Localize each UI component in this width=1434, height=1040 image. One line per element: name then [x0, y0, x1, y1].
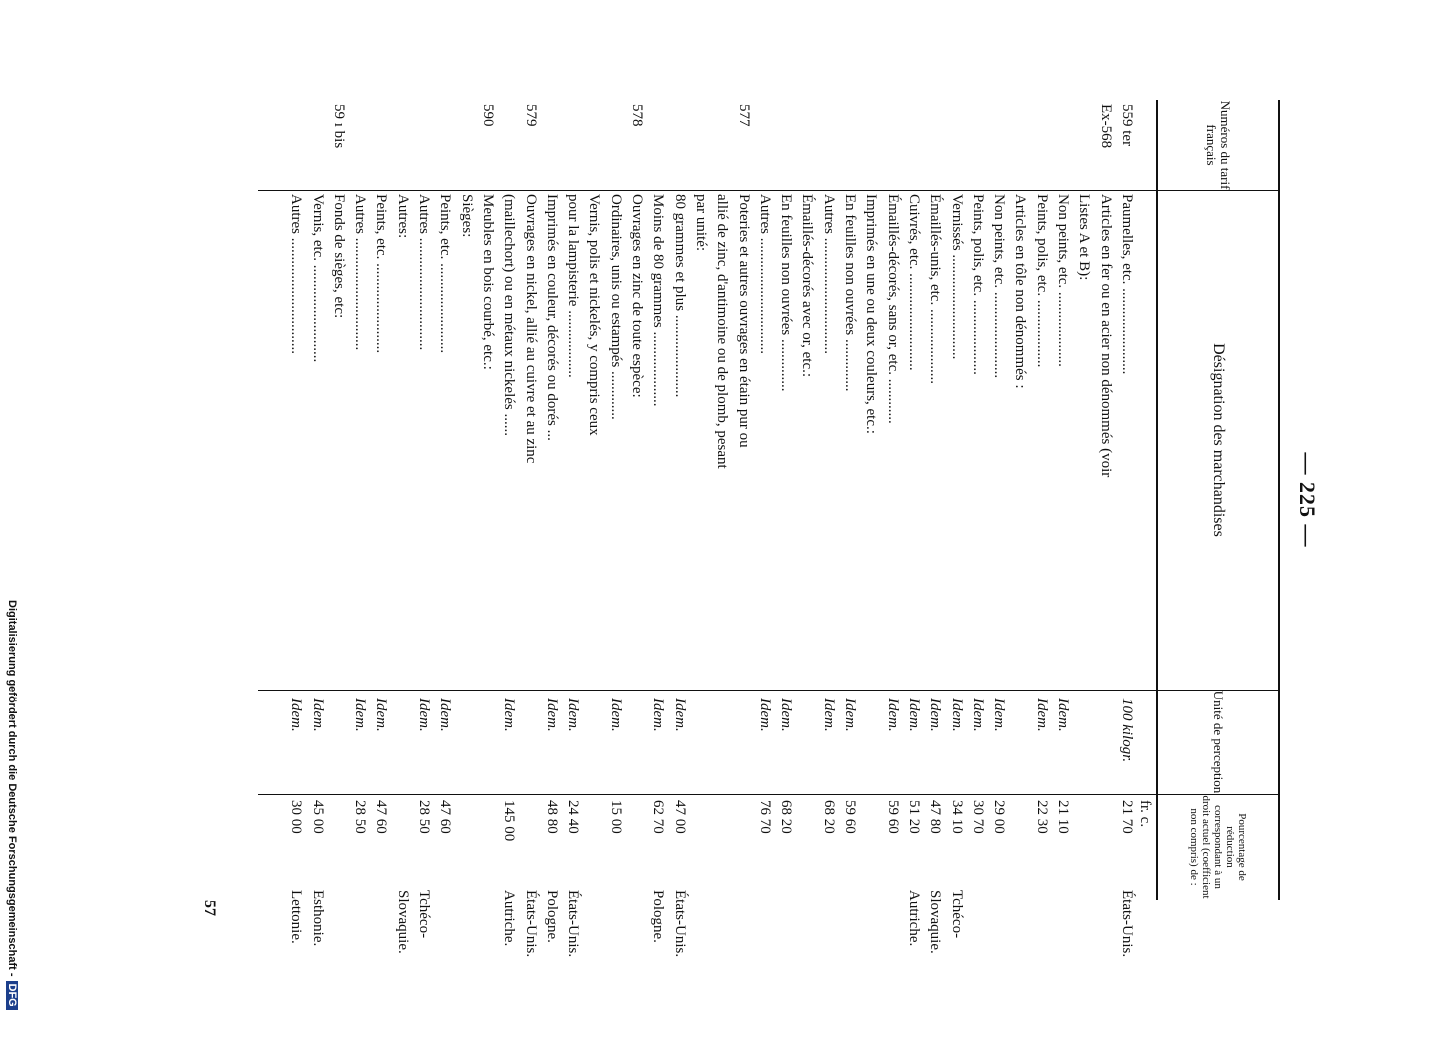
column-divider: [258, 190, 1278, 191]
row-unit: Idem.: [501, 698, 518, 732]
row-unit: Idem.: [969, 698, 986, 732]
row-unit: Idem.: [927, 698, 944, 732]
row-number: 578: [629, 104, 646, 127]
row-designation: Autres ...............................: [756, 194, 773, 354]
row-designation: Autres ..............................: [416, 194, 433, 351]
row-designation: Fonds de sièges, etc:: [330, 194, 347, 319]
row-unit: Idem.: [288, 698, 305, 732]
row-designation: pour la lampisterie ..................: [565, 194, 582, 378]
row-designation: Ordinaires, unis ou estampés .............: [607, 194, 624, 420]
row-designation: Vernissés ............................: [948, 194, 965, 360]
row-percentage: 29 00: [991, 800, 1008, 834]
row-designation: Émaillés-unis, etc. ....................: [927, 194, 944, 384]
row-observation: Slovaquie.: [394, 890, 411, 954]
row-observation: Tchéco-: [948, 890, 965, 939]
row-observation: États-Unis.: [565, 890, 582, 958]
column-divider: [258, 794, 1278, 795]
tariff-table: [258, 100, 1280, 958]
row-designation: Meubles en bois courbé, etc.:: [480, 194, 496, 370]
row-designation: Ouvrages en nickel, allié au cuivre et au zinc: [522, 194, 539, 464]
footer-number: 57: [201, 900, 218, 916]
row-designation: par unité:: [693, 194, 709, 252]
digitization-credit: [6, 600, 18, 1007]
row-unit: Idem.: [778, 698, 795, 732]
row-percentage: 76 70: [756, 800, 773, 834]
row-unit: Idem.: [820, 698, 837, 732]
row-percentage: 30 70: [969, 800, 986, 834]
row-designation: Non peints, etc. ....................: [1055, 194, 1072, 367]
row-observation: Slovaquie.: [927, 890, 944, 954]
header-numeros: Numéros du tarif français: [1156, 100, 1278, 190]
row-number: 559 ter: [1119, 104, 1135, 147]
row-number: 59 ı bis: [330, 104, 347, 149]
header-unite: Unité de perception: [1156, 690, 1278, 794]
row-percentage: 21 70: [1119, 800, 1135, 834]
row-observation: États-Unis.: [1119, 890, 1135, 958]
row-percentage: 68 20: [778, 800, 795, 834]
row-designation: Ouvrages en zinc de toute espèce:: [629, 194, 646, 398]
row-designation: Autres ...............................: [820, 194, 837, 354]
row-unit: Idem.: [373, 698, 390, 732]
row-designation: 80 grammes et plus ......................: [671, 194, 688, 398]
page-number: — 225 —: [1295, 452, 1320, 548]
row-designation: Peints, etc. ........................: [437, 194, 454, 354]
row-percentage: 24 40: [565, 800, 582, 834]
row-designation: Autres ...............................: [288, 194, 305, 354]
header-designation: Désignation des marchandises: [1156, 190, 1278, 690]
row-designation: Articles en tôle non dénommés :: [1012, 194, 1029, 389]
row-observation: États-Unis.: [522, 890, 539, 958]
row-unit: Idem.: [884, 698, 901, 732]
row-unit: Idem.: [842, 698, 859, 732]
row-unit: Idem.: [543, 698, 560, 732]
row-percentage: 22 30: [1033, 800, 1050, 834]
row-percentage: 47 00: [671, 800, 688, 834]
row-observation: Pologne.: [650, 890, 667, 943]
row-designation: Émaillés-décorés avec or, etc.:: [799, 194, 816, 378]
row-unit: Idem.: [437, 698, 454, 732]
row-percentage: 47 80: [927, 800, 944, 834]
row-designation: Vernis, polis et nickelés, y compris ceux: [586, 194, 603, 436]
row-observation: Lettonie.: [288, 890, 305, 944]
row-observation: Tchéco-: [416, 890, 433, 939]
row-designation: En feuilles non ouvrées ..............: [842, 194, 859, 392]
row-percentage: 51 20: [906, 800, 922, 834]
row-percentage: 28 50: [416, 800, 433, 834]
row-number: 579: [522, 104, 539, 127]
row-unit: Idem.: [1055, 698, 1072, 732]
row-percentage: 34 10: [948, 800, 965, 834]
row-unit: Idem.: [352, 698, 369, 732]
row-designation: Peints, polis, etc. ..................: [1033, 194, 1050, 368]
row-observation: Autriche.: [906, 890, 922, 947]
row-percentage: 47 60: [373, 800, 390, 834]
row-percentage: 59 60: [884, 800, 901, 834]
row-unit: Idem.: [948, 698, 965, 732]
row-designation: (maillechort) ou en métaux nickelés ......: [501, 194, 518, 436]
header-pourcentage: Pourcentage de réduction correspondant à un droit actuel (coefficient non compris) de :: [1156, 794, 1278, 900]
row-designation: Articles en fer ou en acier non dénommés (voir: [1097, 194, 1114, 478]
row-designation: Imprimés en une ou deux couleurs, etc.:: [863, 194, 880, 434]
row-percentage: 68 20: [820, 800, 837, 834]
row-unit: Idem.: [906, 698, 922, 732]
row-number: 590: [480, 104, 496, 127]
row-designation: Sièges:: [458, 194, 475, 238]
row-unit: Idem.: [650, 698, 667, 732]
row-percentage: 59 60: [842, 800, 859, 834]
row-number: Ex-568: [1097, 104, 1114, 149]
row-designation: Imprimés en couleur, décorés ou dorés ...: [543, 194, 560, 441]
row-percentage: 145 00: [501, 800, 518, 842]
row-percentage: 15 00: [607, 800, 624, 834]
dfg-logo: DFG: [6, 981, 18, 1010]
row-designation: Moins de 80 grammes ....................: [650, 194, 667, 407]
row-observation: Esthonie.: [309, 890, 326, 947]
row-unit: Idem.: [309, 698, 326, 732]
row-number: 577: [735, 104, 752, 127]
row-designation: Émaillés-décorés, sans or, etc. ............: [884, 194, 901, 424]
row-percentage: 47 60: [437, 800, 454, 834]
row-percentage: 28 50: [352, 800, 369, 834]
row-designation: Autres:: [394, 194, 411, 239]
row-percentage: 30 00: [288, 800, 305, 834]
row-designation: Paumelles, etc. .......................: [1119, 194, 1135, 375]
row-designation: Poteries et autres ouvrages en étain pur ou: [735, 194, 752, 448]
row-designation: allié de zinc, d'antimoine ou de plomb, pesant: [714, 194, 731, 469]
row-unit: Idem.: [991, 698, 1008, 732]
row-unit: Idem.: [416, 698, 433, 732]
row-designation: Peints, polis, etc. ....................: [969, 194, 986, 375]
row-observation: Pologne.: [543, 890, 560, 943]
row-unit: 100 kilogr.: [1119, 698, 1135, 763]
row-designation: En feuilles non ouvrées ..............: [778, 194, 795, 392]
row-unit: Idem.: [756, 698, 773, 732]
row-observation: États-Unis.: [671, 890, 688, 958]
rotated-page: [170, 100, 1320, 958]
row-unit: Idem.: [1033, 698, 1050, 732]
credit-text: Digitalisierung gefördert durch die Deutsche Forschungsgemeinschaft -: [6, 600, 18, 977]
row-designation: Autres ..............................: [352, 194, 369, 351]
row-unit: Idem.: [671, 698, 688, 732]
row-designation: Non peints, etc. .......................: [991, 194, 1008, 379]
row-designation: Vernis, etc. ..........................: [309, 194, 326, 363]
row-unit: Idem.: [565, 698, 582, 732]
row-percentage: 45 00: [309, 800, 326, 834]
pct-unit-label: fr. c.: [1137, 800, 1153, 828]
row-percentage: 21 10: [1055, 800, 1072, 834]
row-designation: Cuivrés, etc. ..........................: [906, 194, 922, 371]
row-percentage: 62 70: [650, 800, 667, 834]
row-observation: Autriche.: [501, 890, 518, 947]
row-designation: Peints, etc. ........................: [373, 194, 390, 354]
row-percentage: 48 80: [543, 800, 560, 834]
row-unit: Idem.: [607, 698, 624, 732]
row-designation: Listes A et B):: [1076, 194, 1093, 281]
